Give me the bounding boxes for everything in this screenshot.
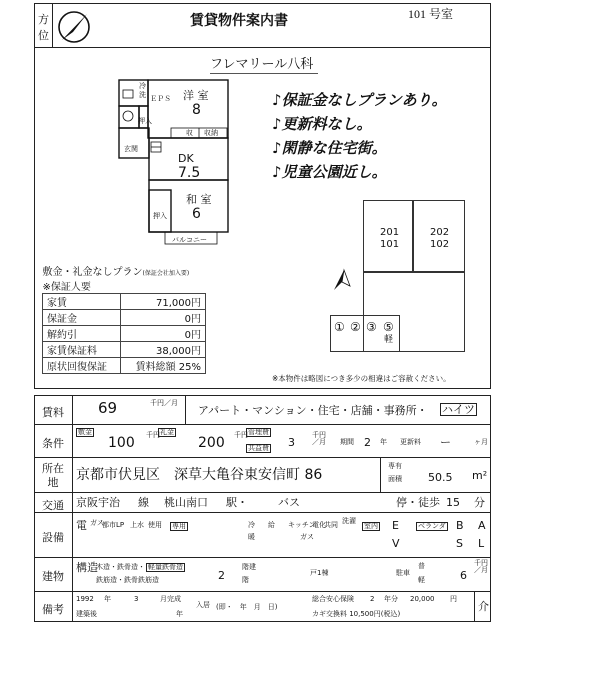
- cond-label-guarantee: 家賃保証料: [43, 342, 121, 358]
- built-year-unit: 年: [104, 595, 111, 603]
- parking-space-5: ⑤: [383, 320, 394, 334]
- property-name: フレマリール八科: [210, 57, 314, 72]
- agent-divider: [474, 591, 475, 622]
- row-line-5: [34, 557, 491, 558]
- room1-name: 洋 室: [183, 89, 209, 102]
- header-divider: [52, 3, 53, 47]
- floorplan: [115, 78, 235, 248]
- fp-label-closet-2: 押入: [153, 212, 167, 220]
- equip-heat: 暖: [248, 533, 255, 541]
- equip-lp: LP: [116, 521, 125, 529]
- key-exchange-fee: カギ交換料 10,500円(税込): [312, 610, 401, 618]
- balcony-label: バルコニー: [172, 236, 207, 244]
- insurance-fee: 20,000: [410, 595, 435, 603]
- site-unit-101: 101: [380, 239, 400, 250]
- walk-unit: 分: [474, 496, 485, 509]
- equip-e: E: [392, 519, 399, 532]
- dk-name: DK: [178, 152, 194, 165]
- built-month: 3: [134, 595, 139, 603]
- site-unit-202: 202: [430, 227, 450, 238]
- equip-private: 専用: [172, 522, 186, 530]
- cond-value-restore: 賃料総額 25%: [121, 358, 206, 374]
- structure-options-1: 木造・鉄骨造・: [96, 563, 145, 571]
- built-year: 1992: [76, 595, 94, 603]
- equip-electric: 電: [76, 519, 87, 532]
- terms-label: 条件: [42, 437, 64, 450]
- area-label-1: 専有: [388, 462, 402, 470]
- conditions-table: [42, 263, 206, 374]
- equipment-label: 設備: [42, 531, 64, 544]
- direction-label-2: 位: [38, 29, 49, 42]
- building-label: 建物: [42, 570, 64, 583]
- renewal-label: 更新料: [400, 438, 421, 446]
- dk-size: 7.5: [178, 165, 201, 181]
- move-in-label: 入居: [196, 601, 210, 609]
- walk-minutes: 15: [446, 496, 460, 509]
- row-line-3: [34, 492, 491, 493]
- site-unit-102: 102: [430, 239, 450, 250]
- parking-standard: 普: [418, 562, 425, 570]
- parking-space-2: ②: [350, 320, 361, 334]
- floors-unit-2: 階: [242, 576, 249, 584]
- cond-label-deposit: 保証金: [43, 310, 121, 326]
- equip-balcony: ベランダ: [418, 522, 446, 530]
- traffic-label: 交通: [42, 499, 64, 512]
- address-value: 京都市伏見区 深草大亀谷東安信町 86: [76, 467, 323, 483]
- insurance-fee-unit: 円: [450, 595, 457, 603]
- parking-fee: 6: [460, 569, 467, 582]
- equip-cool: 冷: [248, 521, 255, 529]
- cond-value-rent: 71,000円: [121, 294, 206, 310]
- site-compass-icon: [330, 266, 354, 292]
- equip-kitchen-gas: ガス: [300, 533, 314, 541]
- fp-label-closet-1: 押入: [138, 117, 152, 125]
- mgmt-fee-unit: 千円／月: [312, 431, 326, 446]
- equip-city-gas: 都市: [102, 521, 116, 529]
- parking-space-kei: 軽: [384, 335, 394, 345]
- remarks-label: 備考: [42, 603, 64, 616]
- rent-unit: 千円／月: [150, 399, 178, 407]
- point-3: ♪閑静な住宅街。: [272, 139, 387, 157]
- term-value: 2: [364, 436, 371, 449]
- area-divider: [380, 457, 381, 492]
- header-bottom-line: [34, 47, 491, 48]
- fp-label-washer: 洗: [139, 91, 146, 99]
- area-label-2: 面積: [388, 475, 402, 483]
- term-unit: 年: [380, 438, 387, 446]
- insurance-unit: 年分: [384, 595, 398, 603]
- bus-label: バス: [278, 496, 300, 509]
- area-value: 50.5: [428, 471, 453, 484]
- deposit-unit: 千円: [146, 431, 160, 439]
- built-elapsed-label: 建築後: [76, 610, 97, 618]
- key-money-tag: 礼金: [160, 428, 174, 436]
- point-4: ♪児童公園近し。: [272, 163, 387, 181]
- built-month-unit: 月完成: [160, 595, 181, 603]
- room2-size: 6: [192, 206, 201, 222]
- building-type-selected: ハイツ: [442, 403, 475, 416]
- station-suffix: 駅・: [226, 496, 248, 509]
- cond-value-cancel: 0円: [121, 326, 206, 342]
- parking-unit: 千円／月: [474, 559, 488, 574]
- term-label: 期間: [340, 438, 354, 446]
- row-line-6: [34, 591, 491, 592]
- renewal-unit: ヶ月: [474, 438, 488, 446]
- row-line-1: [34, 424, 491, 425]
- point-1: ♪保証金なしプランあり。: [272, 91, 447, 109]
- disclaimer: ※本物件は略図につき多少の相違はご容赦ください。: [272, 374, 451, 383]
- parking-space-3: ③: [366, 320, 377, 334]
- floors-unit-1: 階建: [242, 563, 256, 571]
- compass-icon: [54, 8, 94, 46]
- point-2: ♪更新料なし。: [272, 115, 372, 133]
- renewal-value: ー: [440, 436, 451, 449]
- mgmt-fee-value: 3: [288, 436, 295, 449]
- equip-shared: 共同: [324, 521, 338, 529]
- station-name: 桃山南口: [164, 496, 208, 509]
- equip-use: 使用: [148, 521, 162, 529]
- equip-kitchen: キッチン: [288, 521, 316, 529]
- structure-options-2: 鉄筋造・鉄骨鉄筋造: [96, 576, 159, 584]
- structure-selected: 軽量鉄骨造: [148, 563, 183, 571]
- fp-label-storage-2: 収納: [204, 129, 218, 137]
- address-label: 所在地: [42, 462, 64, 489]
- plan-note: (保証会社加入要): [142, 270, 190, 277]
- deposit-tag: 敷金: [78, 428, 92, 436]
- built-elapsed-unit: 年: [176, 610, 183, 618]
- fp-label-fridge: 冷: [139, 82, 146, 90]
- equip-gas: ガス: [90, 519, 104, 527]
- cond-value-deposit: 0円: [121, 310, 206, 326]
- units-count: 戸1棟: [310, 569, 329, 577]
- room2-name: 和 室: [186, 193, 212, 206]
- equip-electrified: 電化: [312, 521, 326, 529]
- line-name: 京阪宇治: [76, 496, 120, 509]
- rent-value: 69: [98, 399, 118, 417]
- equip-b: B: [456, 519, 464, 532]
- rent-label: 賃料: [42, 406, 64, 419]
- cond-label-restore: 原状回復保証: [43, 358, 121, 374]
- parking-kei: 軽: [418, 576, 425, 584]
- line-suffix: 線: [138, 496, 149, 509]
- structure-label: 構造: [76, 561, 98, 574]
- cond-value-guarantee: 38,000円: [121, 342, 206, 358]
- row-line-4: [34, 512, 491, 513]
- site-unit-201: 201: [380, 227, 400, 238]
- key-money-value: 200: [198, 435, 225, 451]
- rent-divider: [185, 395, 186, 424]
- equip-l: L: [478, 537, 485, 550]
- agent-label: 介: [478, 600, 489, 613]
- room1-size: 8: [192, 102, 201, 118]
- equip-hotwater: 給: [268, 521, 275, 529]
- parking-label: 駐車: [396, 569, 410, 577]
- equip-indoor: 室内: [364, 522, 378, 530]
- cond-label-cancel: 解約引: [43, 326, 121, 342]
- plan-name: 敷金・礼金なしプラン: [42, 267, 143, 278]
- floors-value: 2: [218, 569, 225, 582]
- insurance-label: 総合安心保険: [312, 595, 354, 603]
- property-name-underline: [210, 73, 318, 74]
- label-column-divider: [72, 395, 73, 622]
- common-fee-tag: 共益費: [248, 444, 269, 452]
- fp-label-storage-1: 収: [186, 129, 193, 137]
- key-money-unit: 千円: [234, 431, 248, 439]
- equip-water: 上水: [130, 521, 144, 529]
- move-in-date: (即・ 年 月 日): [216, 603, 278, 611]
- deposit-value: 100: [108, 435, 135, 451]
- row-line-2: [34, 457, 491, 458]
- direction-label-1: 方: [38, 13, 49, 26]
- area-unit: m²: [472, 469, 488, 482]
- insurance-years: 2: [370, 595, 375, 603]
- equip-laundry: 洗濯: [342, 517, 356, 525]
- equip-s: S: [456, 537, 463, 550]
- equip-a: A: [478, 519, 486, 532]
- fp-label-entrance: 玄関: [124, 145, 138, 153]
- room-number: 101 号室: [408, 7, 454, 21]
- building-types: アパート・マンション・住宅・店舗・事務所・: [198, 404, 428, 417]
- walk-label: 停・徒歩: [396, 496, 440, 509]
- guarantor-note: ※保証人要: [42, 282, 91, 293]
- mgmt-fee-tag: 管理費: [248, 428, 269, 436]
- parking-space-1: ①: [334, 320, 345, 334]
- fp-label-eps: ＥＰＳ: [150, 95, 171, 103]
- cond-label-rent: 家賃: [43, 294, 121, 310]
- document-title: 賃貸物件案内書: [190, 13, 288, 29]
- equip-v: V: [392, 537, 400, 550]
